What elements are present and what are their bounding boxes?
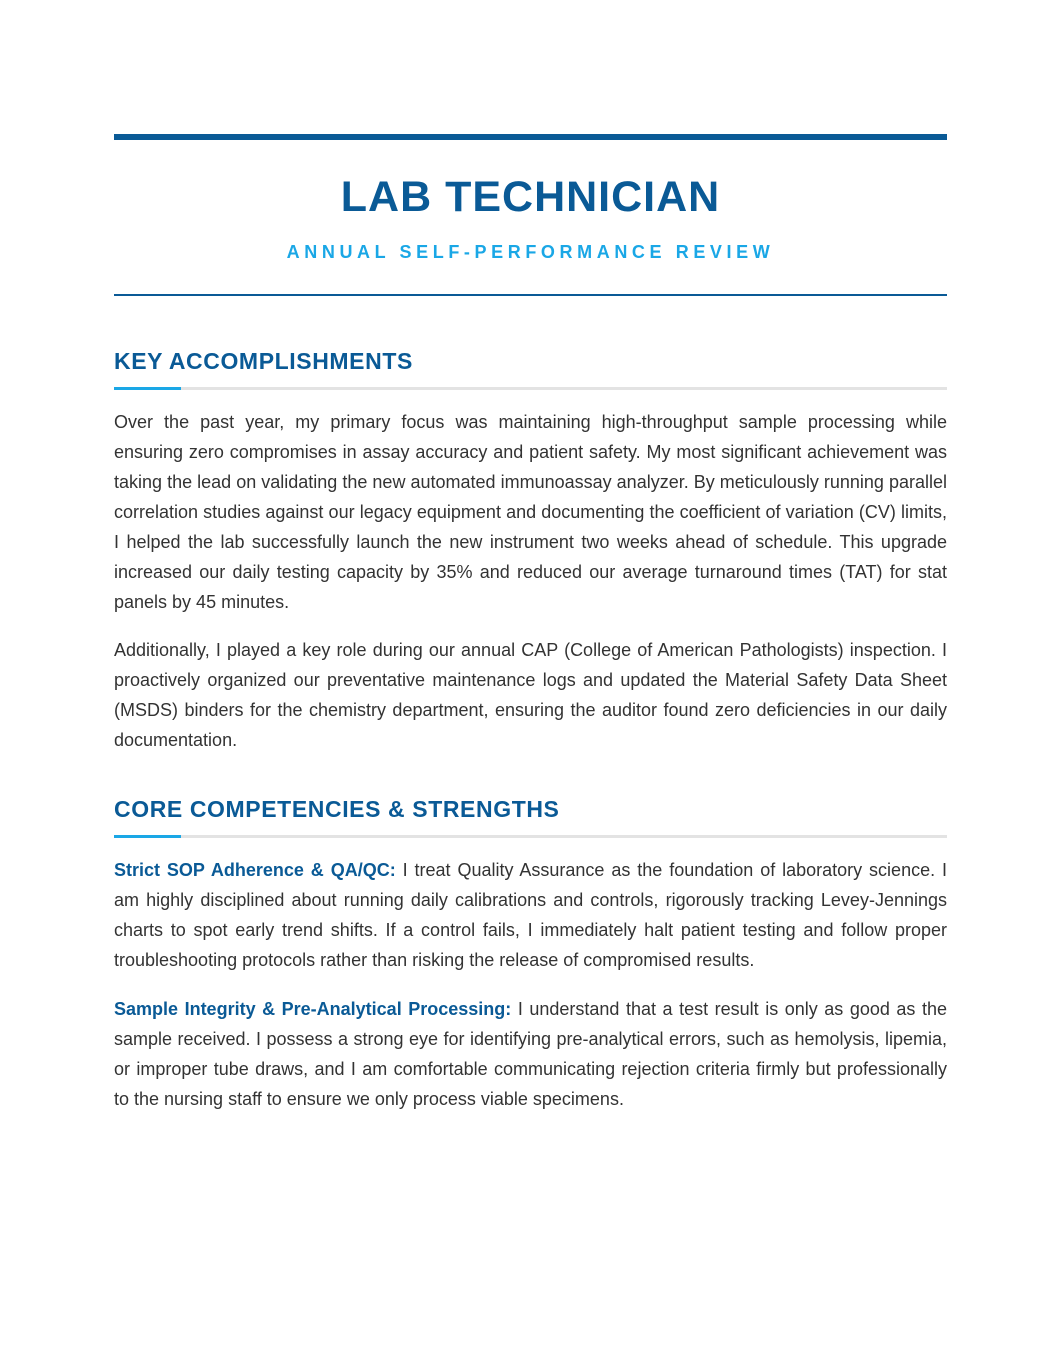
header-divider xyxy=(114,294,947,296)
competency-item xyxy=(114,855,947,975)
section-divider-accent xyxy=(114,835,181,838)
section-divider-accent xyxy=(114,387,181,390)
competency-item xyxy=(114,994,947,1114)
top-rule xyxy=(114,134,947,140)
section-core-competencies xyxy=(114,795,947,1114)
paragraph: Additionally, I played a key role during our annual CAP (College of American Pathologists) inspection. I proactively organized our preventative maintenance logs and updated the Material Safety Data Sheet (MSDS) binders for the chemistry department, ensuring the auditor found zero deficiencies in our daily documentation. xyxy=(114,640,947,750)
section-divider xyxy=(114,835,947,838)
section-heading: KEY ACCOMPLISHMENTS xyxy=(114,348,413,374)
competency-text: I treat Quality Assurance as the foundation of laboratory science. I am highly disciplined about running daily calibrations and controls, rigorously tracking Levey-Jennings charts to spot early trend shifts. If a control fails, I immediately halt patient testing and follow proper troubleshooting protocols rather than risking the release of compromised results. xyxy=(114,860,948,970)
competency-text: I understand that a test result is only as good as the sample received. I possess a strong eye for identifying pre-analytical errors, such as hemolysis, lipemia, or improper tube draws, and I am comfortable communicating rejection criteria firmly but professionally to the nursing staff to ensure we only process viable specimens. xyxy=(114,999,947,1109)
document-subtitle: ANNUAL SELF-PERFORMANCE REVIEW xyxy=(286,242,775,262)
section-divider xyxy=(114,387,947,390)
competency-label: Sample Integrity & Pre-Analytical Processing: xyxy=(114,999,512,1019)
competency-label: Strict SOP Adherence & QA/QC: xyxy=(114,860,396,880)
paragraph: Over the past year, my primary focus was maintaining high-throughput sample processing while ensuring zero compromises in assay accuracy and patient safety. My most significant achievement was taking the lead on validating the new automated immunoassay analyzer. By meticulously running parallel correlation studies against our legacy equipment and documenting the coefficient of variation (CV) limits, I helped the lab successfully launch the new instrument two weeks ahead of schedule. This upgrade increased our daily testing capacity by 35% and reduced our average turnaround times (TAT) for stat panels by 45 minutes. xyxy=(114,412,947,612)
section-key-accomplishments xyxy=(114,347,947,755)
document-title: LAB TECHNICIAN xyxy=(340,173,721,221)
document-page xyxy=(114,134,947,1114)
section-heading: CORE COMPETENCIES & STRENGTHS xyxy=(114,796,560,822)
